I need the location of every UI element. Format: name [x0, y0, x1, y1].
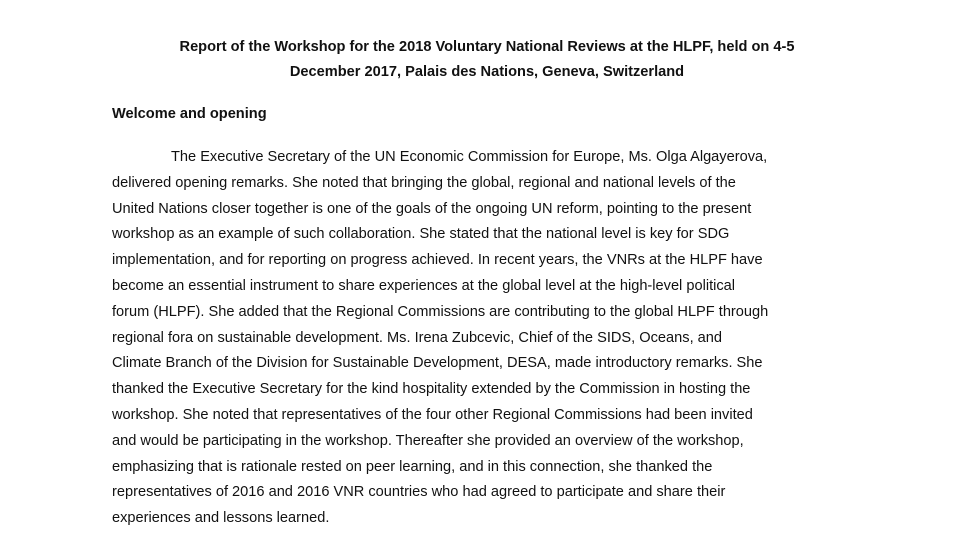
paragraph-line: emphasizing that is rationale rested on peer learning, and in this connection, she thanked the — [112, 458, 713, 475]
paragraph-line: forum (HLPF). She added that the Regional Commissions are contributing to the global HLPF through — [112, 303, 769, 320]
paragraph-line: workshop. She noted that representatives of the four other Regional Commissions had been invited — [112, 406, 753, 423]
paragraph-line: become an essential instrument to share experiences at the global level at the high-level political — [112, 277, 736, 294]
paragraph-line: representatives of 2016 and 2016 VNR countries who had agreed to participate and share their — [112, 484, 726, 501]
paragraph-line: The Executive Secretary of the UN Economic Commission for Europe, Ms. Olga Algayerova, — [171, 149, 768, 165]
paragraph-line: delivered opening remarks. She noted that bringing the global, regional and national levels of the — [112, 174, 736, 191]
title-line: December 2017, Palais des Nations, Geneva, Switzerland — [289, 64, 685, 80]
paragraph-line: workshop as an example of such collaboration. She stated that the national level is key for SDG — [112, 226, 730, 243]
paragraph-line: implementation, and for reporting on progress achieved. In recent years, the VNRs at the HLPF have — [112, 252, 763, 269]
title-line: Report of the Workshop for the 2018 Voluntary National Reviews at the HLPF, held on 4-5 — [179, 39, 795, 55]
document-title — [112, 35, 862, 85]
paragraph-line: thanked the Executive Secretary for the kind hospitality extended by the Commission in hosting the — [112, 381, 751, 398]
body-paragraph — [112, 145, 872, 532]
section-heading: Welcome and opening — [112, 106, 267, 122]
paragraph-line: Climate Branch of the Division for Sustainable Development, DESA, made introductory remarks. She — [112, 355, 763, 372]
paragraph-line: and would be participating in the workshop. Thereafter she provided an overview of the workshop, — [112, 432, 744, 449]
paragraph-line: experiences and lessons learned. — [112, 510, 330, 527]
paragraph-line: regional fora on sustainable development. Ms. Irena Zubcevic, Chief of the SIDS, Oceans, and — [112, 329, 723, 346]
paragraph-line: United Nations closer together is one of the goals of the ongoing UN reform, pointing to the present — [112, 200, 752, 217]
